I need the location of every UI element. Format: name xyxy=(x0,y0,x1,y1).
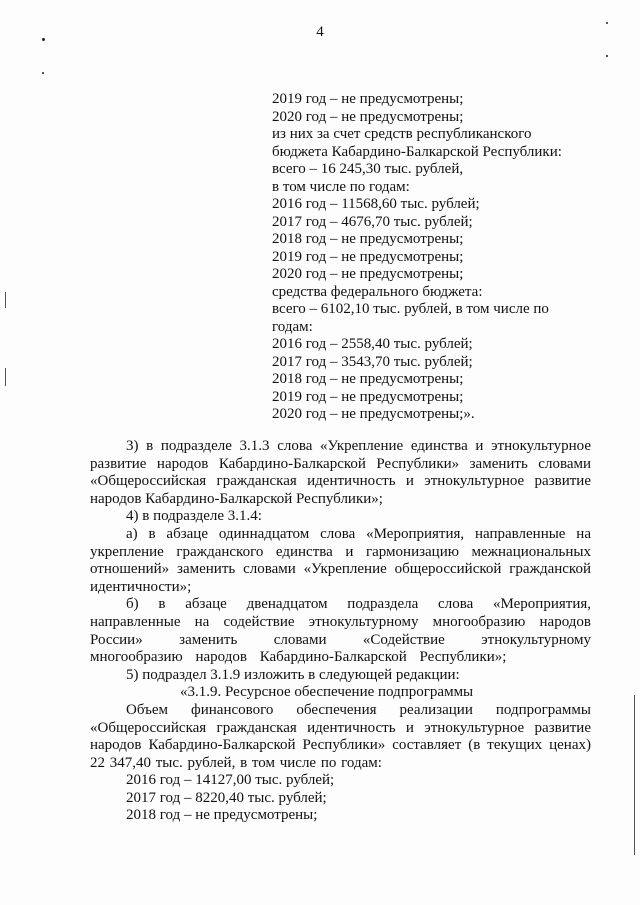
block-line: в том числе по годам: xyxy=(272,178,410,195)
paragraph: 2016 год – 14127,00 тыс. рублей; xyxy=(126,772,335,789)
block-line: 2017 год – 4676,70 тыс. рублей; xyxy=(272,213,473,230)
page-number: 4 xyxy=(316,24,324,40)
section-heading: «3.1.9. Ресурсное обеспечение подпрограммы xyxy=(180,684,474,701)
paragraph: Объем финансового обеспечения реализации подпрограммы «Общероссийская гражданская идентичность и этнокультурное развитие народов Кабардино-Балкарской Республики» составляет (в текущих ценах) 22 347,40 тыс. рублей, в том числе по годам: xyxy=(90,701,591,771)
scan-dot xyxy=(606,22,608,24)
scan-line xyxy=(5,292,6,308)
block-line: 2020 год – не предусмотрены; xyxy=(272,266,464,282)
block-line: всего – 16 245,30 тыс. рублей, xyxy=(272,161,464,177)
block-line: бюджета Кабардино-Балкарской Республики: xyxy=(272,143,562,160)
scan-dot xyxy=(42,38,45,41)
block-line: годам: xyxy=(272,318,313,335)
paragraph: 3) в подразделе 3.1.3 слова «Укрепление единства и этнокультурное развитие народов Кабардино-Балкарской Республики» заменить словами «Общероссийская гражданская идентичность и этнокультурное развитие народов Кабардино-Балкарской Республики»; xyxy=(90,438,591,507)
paragraph: 2017 год – 8220,40 тыс. рублей; xyxy=(126,789,327,806)
block-line: всего – 6102,10 тыс. рублей, в том числе по xyxy=(272,301,549,317)
block-line: 2019 год – не предусмотрены; xyxy=(272,91,464,107)
paragraph: 4) в подразделе 3.1.4: xyxy=(126,508,262,525)
block-line: 2019 год – не предусмотрены; xyxy=(272,248,464,265)
block-line: 2017 год – 3543,70 тыс. рублей; xyxy=(272,353,473,370)
scan-line xyxy=(5,368,6,386)
block-line: средства федерального бюджета: xyxy=(272,283,483,300)
paragraph: б) в абзаце двенадцатом подраздела слова «Мероприятия, направленные на содействие этнокультурному многообразию народов России» заменить словами «Содействие этнокультурному многообразию народов Кабардино-Балкарской Республики»; xyxy=(90,596,591,666)
paragraph: а) в абзаце одиннадцатом слова «Мероприятия, направленные на укрепление гражданского единства и гармонизацию межнациональных отношений» заменить словами «Укрепление общероссийской гражданской идентичности»; xyxy=(90,525,591,595)
paragraph: 2018 год – не предусмотрены; xyxy=(126,807,318,824)
block-line: 2019 год – не предусмотрены; xyxy=(272,388,464,405)
document-body xyxy=(90,438,591,825)
block-line: 2020 год – не предусмотрены;». xyxy=(272,406,475,422)
block-line: 2016 год – 11568,60 тыс. рублей; xyxy=(272,196,480,212)
scan-line xyxy=(634,695,635,855)
scan-dot xyxy=(42,72,44,74)
block-line: 2020 год – не предусмотрены; xyxy=(272,108,464,125)
scan-dot xyxy=(606,55,608,57)
block-line: 2016 год – 2558,40 тыс. рублей; xyxy=(272,336,473,352)
block-line: из них за счет средств республиканского xyxy=(272,126,532,142)
block-line: 2018 год – не предусмотрены; xyxy=(272,371,464,387)
paragraph: 5) подраздел 3.1.9 изложить в следующей редакции: xyxy=(126,666,460,683)
block-line: 2018 год – не предусмотрены; xyxy=(272,231,464,247)
budget-breakdown-block xyxy=(272,91,572,424)
